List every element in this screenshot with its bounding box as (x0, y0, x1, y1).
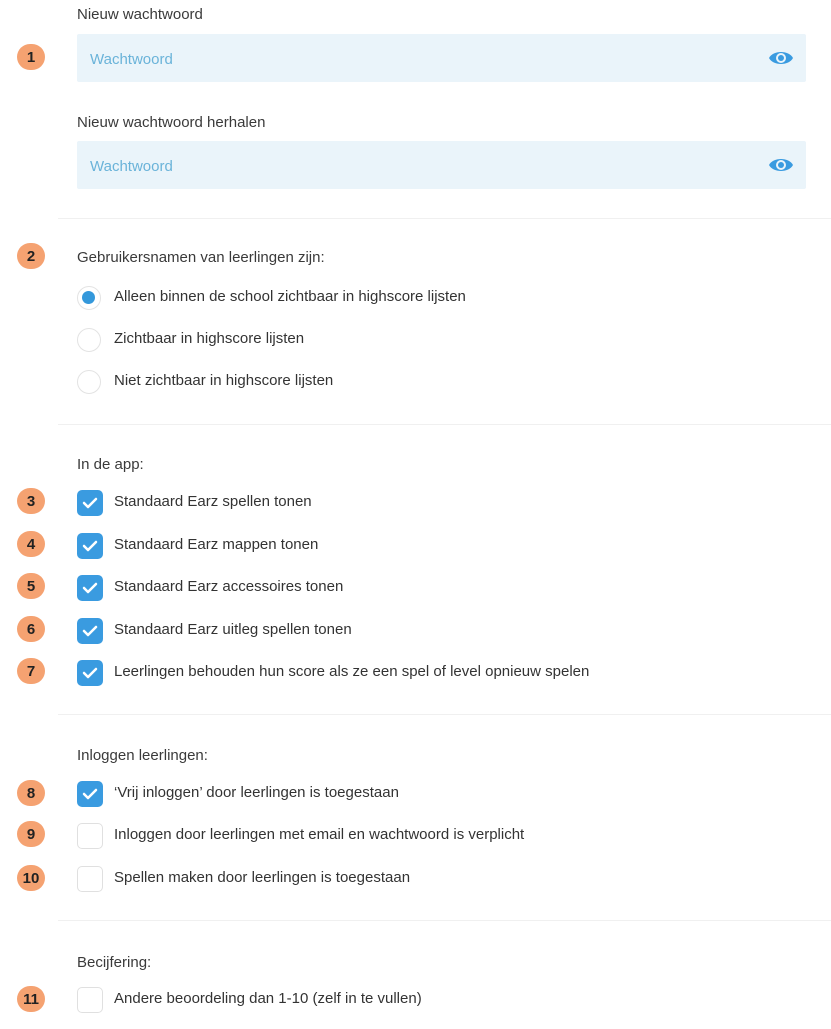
repeat-password-input[interactable] (88, 141, 752, 191)
checkbox-show-explanations-label[interactable]: Standaard Earz uitleg spellen tonen (114, 621, 352, 638)
annotation-badge-8: 8 (17, 780, 45, 806)
check-icon (82, 496, 98, 510)
checkbox-show-accessories-label[interactable]: Standaard Earz accessoires tonen (114, 578, 344, 595)
section-divider (58, 920, 831, 921)
section-divider (58, 714, 831, 715)
annotation-badge-4: 4 (17, 531, 45, 557)
checkbox-free-login[interactable] (77, 781, 103, 807)
radio-school-only-label[interactable]: Alleen binnen de school zichtbaar in highscore lijsten (114, 288, 466, 305)
checkbox-show-folders-label[interactable]: Standaard Earz mappen tonen (114, 536, 319, 553)
checkbox-other-grading[interactable] (77, 987, 103, 1013)
checkbox-show-explanations[interactable] (77, 618, 103, 644)
new-password-input[interactable] (88, 34, 752, 84)
eye-icon[interactable] (768, 155, 794, 175)
check-icon (82, 581, 98, 595)
login-heading: Inloggen leerlingen: (77, 747, 208, 764)
checkbox-other-grading-label[interactable]: Andere beoordeling dan 1-10 (zelf in te vullen) (114, 990, 422, 1007)
repeat-password-field[interactable] (77, 141, 806, 189)
section-divider (58, 218, 831, 219)
radio-visible-label[interactable]: Zichtbaar in highscore lijsten (114, 330, 305, 347)
usernames-heading: Gebruikersnamen van leerlingen zijn: (77, 249, 325, 266)
checkbox-show-folders[interactable] (77, 533, 103, 559)
annotation-badge-10: 10 (17, 865, 45, 891)
radio-school-only[interactable] (77, 286, 101, 310)
radio-not-visible-label[interactable]: Niet zichtbaar in highscore lijsten (114, 372, 334, 389)
eye-icon[interactable] (768, 48, 794, 68)
repeat-password-label: Nieuw wachtwoord herhalen (77, 114, 266, 131)
check-icon (82, 787, 98, 801)
radio-visible[interactable] (77, 328, 101, 352)
checkbox-keep-score-label[interactable]: Leerlingen behouden hun score als ze een spel of level opnieuw spelen (114, 663, 590, 680)
checkbox-show-games[interactable] (77, 490, 103, 516)
checkbox-students-create-games[interactable] (77, 866, 103, 892)
checkbox-email-login-required-label[interactable]: Inloggen door leerlingen met email en wachtwoord is verplicht (114, 826, 525, 843)
check-icon (82, 539, 98, 553)
checkbox-keep-score[interactable] (77, 660, 103, 686)
new-password-field[interactable] (77, 34, 806, 82)
check-icon (82, 624, 98, 638)
checkbox-students-create-games-label[interactable]: Spellen maken door leerlingen is toegestaan (114, 869, 411, 886)
app-heading: In de app: (77, 456, 144, 473)
annotation-badge-9: 9 (17, 821, 45, 847)
check-icon (82, 666, 98, 680)
annotation-badge-3: 3 (17, 488, 45, 514)
checkbox-email-login-required[interactable] (77, 823, 103, 849)
checkbox-free-login-label[interactable]: ‘Vrij inloggen’ door leerlingen is toegestaan (114, 784, 399, 801)
radio-not-visible[interactable] (77, 370, 101, 394)
annotation-badge-2: 2 (17, 243, 45, 269)
grading-heading: Becijfering: (77, 954, 152, 971)
checkbox-show-accessories[interactable] (77, 575, 103, 601)
annotation-badge-7: 7 (17, 658, 45, 684)
annotation-badge-1: 1 (17, 44, 45, 70)
annotation-badge-5: 5 (17, 573, 45, 599)
annotation-badge-11: 11 (17, 986, 45, 1012)
section-divider (58, 424, 831, 425)
checkbox-show-games-label[interactable]: Standaard Earz spellen tonen (114, 493, 312, 510)
annotation-badge-6: 6 (17, 616, 45, 642)
new-password-label: Nieuw wachtwoord (77, 6, 203, 23)
